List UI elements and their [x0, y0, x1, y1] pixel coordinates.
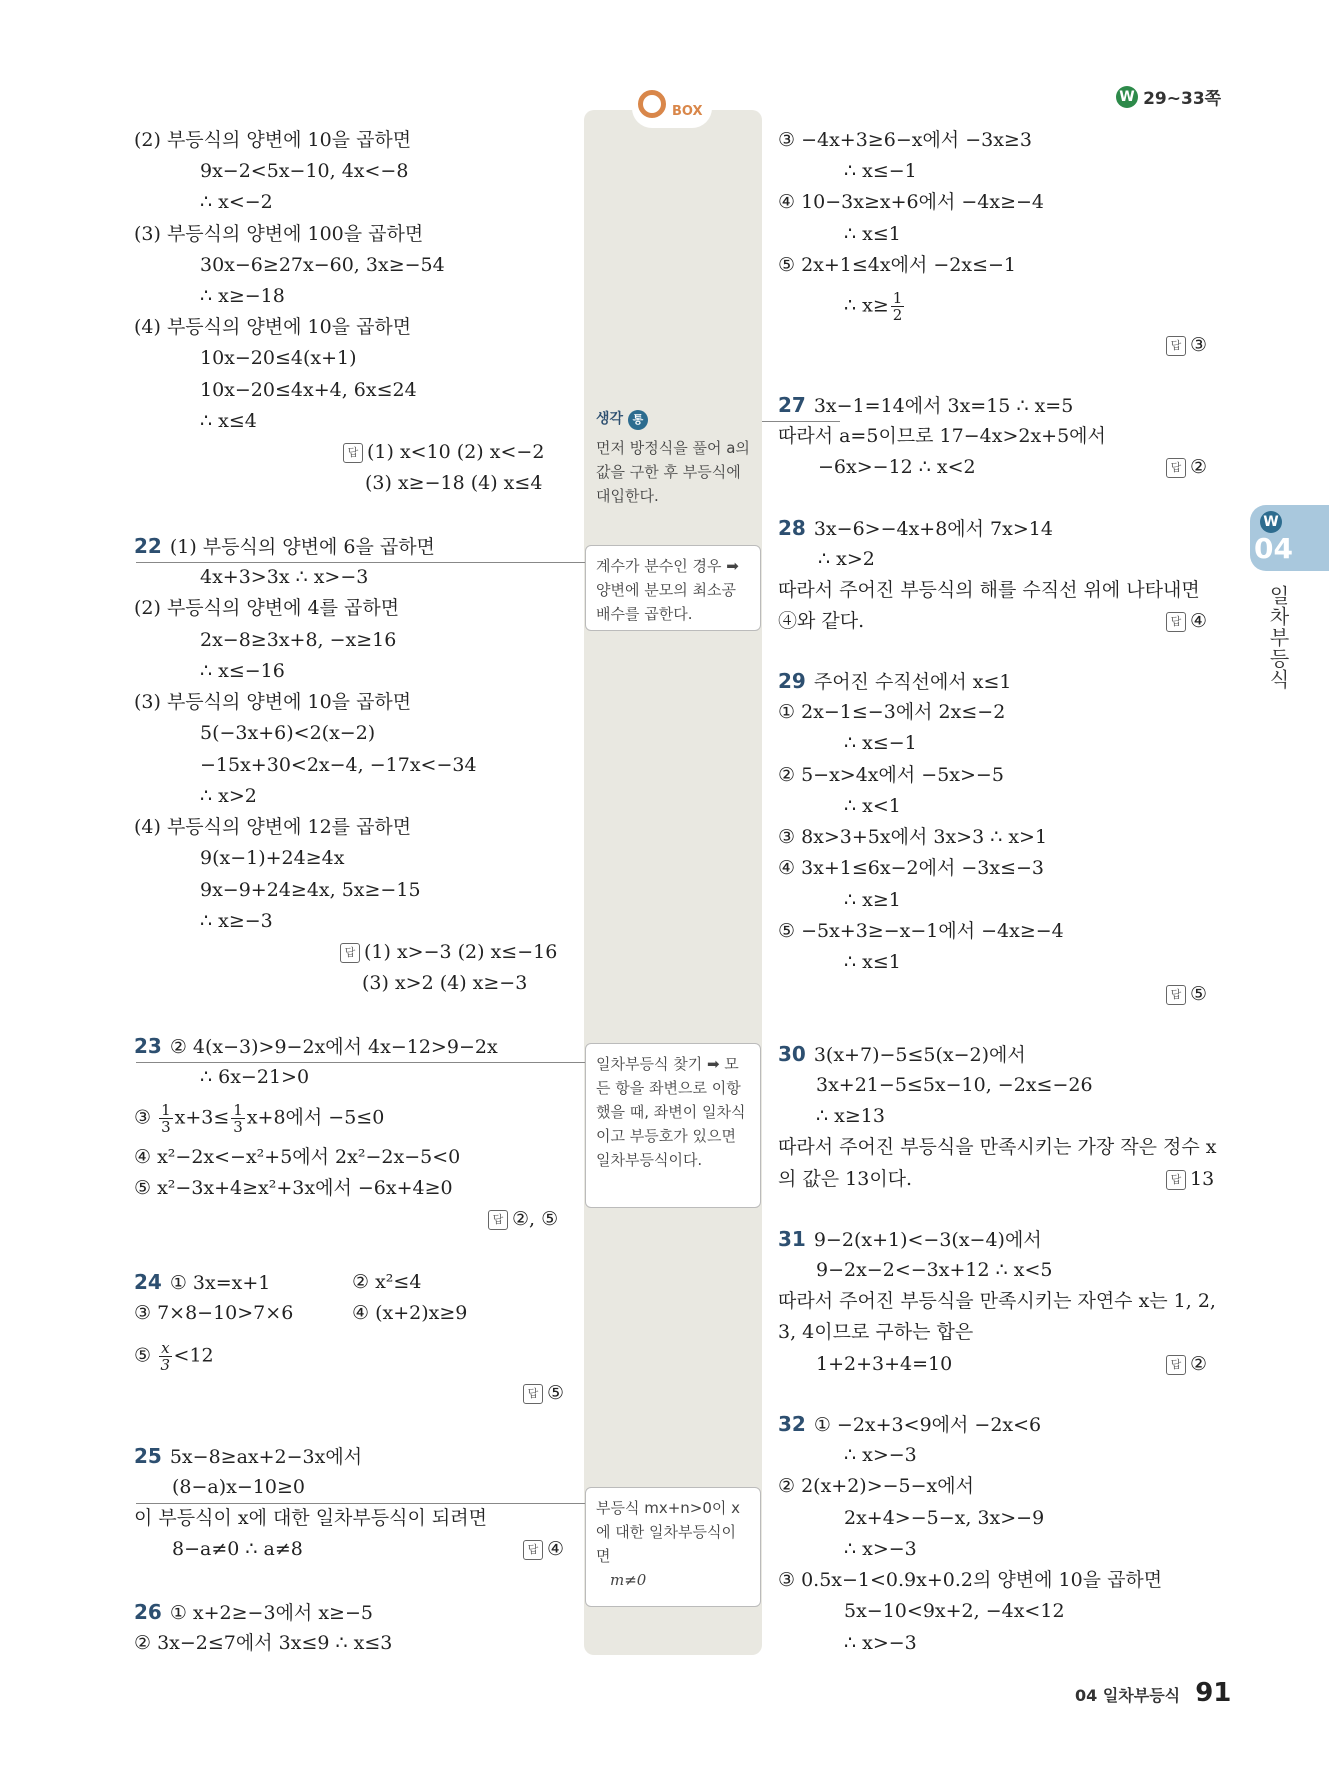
- page-header: [1116, 84, 1221, 109]
- text-line: ④ 10−3x≥x+6에서 −4x≥−4: [778, 191, 1045, 213]
- text-line-fraction: [844, 290, 906, 323]
- numerator: x: [161, 1339, 170, 1357]
- text-line: ③ 7×8−10>7×6: [134, 1302, 294, 1324]
- problem-24: [134, 1269, 270, 1296]
- w-badge-icon: W: [1116, 86, 1138, 108]
- denominator: 3: [161, 1118, 171, 1136]
- text-line: (4) 부등식의 양변에 12를 곱하면: [134, 816, 412, 838]
- text-line: 9−2x−2<−3x+12 ∴ x<5: [816, 1259, 1053, 1281]
- text-line: 30x−6≥27x−60, 3x≥−54: [200, 254, 445, 276]
- numerator: 1: [892, 289, 903, 307]
- problem-number: 29: [778, 669, 806, 693]
- problem-number: 23: [134, 1034, 162, 1058]
- text-line: 9x−2<5x−10, 4x<−8: [200, 160, 409, 182]
- answer-22: [340, 939, 557, 965]
- text-line: 따라서 주어진 부등식을 만족시키는 가장 작은 정수 x: [778, 1136, 1217, 1158]
- condition-text: 부등식 mx+n>0이 x에 대한 일차부등식이면: [596, 1499, 741, 1565]
- answer-31: [1166, 1351, 1207, 1377]
- denominator: 3: [233, 1118, 243, 1136]
- text-line: 10x−20≤4x+4, 6x≤24: [200, 379, 417, 401]
- text-line: 3, 4이므로 구하는 합은: [778, 1321, 974, 1343]
- numerator: 1: [233, 1101, 243, 1119]
- text-line: ∴ x≥13: [816, 1105, 885, 1127]
- text-line: ∴ x<1: [844, 795, 901, 817]
- text-line: 3x−1=14에서 3x=15 ∴ x=5: [813, 395, 1074, 417]
- problem-number: 30: [778, 1042, 806, 1066]
- problem-26: [134, 1599, 373, 1626]
- answer-icon: 답: [340, 943, 360, 963]
- answer-icon: 답: [523, 1540, 543, 1560]
- text-line: ② 5−x>4x에서 −5x>−5: [778, 764, 1004, 786]
- chapter-tab-title: 일차부등식: [1266, 585, 1290, 690]
- chapter-tab-badge-icon: W: [1260, 511, 1282, 533]
- problem-32: [778, 1411, 1041, 1438]
- note-box-fraction: 계수가 분수인 경우 ➡ 양변에 분모의 최소공배수를 곱한다.: [585, 545, 761, 631]
- leader-line-23: [136, 1062, 585, 1063]
- tip-text: 먼저 방정식을 풀어 a의 값을 구한 후 부등식에 대입한다.: [596, 439, 750, 505]
- text-line: ① 3x=x+1: [169, 1272, 271, 1294]
- text-line: (1) 부등식의 양변에 6을 곱하면: [169, 536, 435, 558]
- text-line: 따라서 주어진 부등식을 만족시키는 자연수 x는 1, 2,: [778, 1290, 1216, 1312]
- problem-number: 24: [134, 1270, 162, 1294]
- problem-number: 25: [134, 1444, 162, 1468]
- leader-line-27: [762, 421, 840, 422]
- text-line: 3x+21−5≤5x−10, −2x≤−26: [816, 1074, 1093, 1096]
- text-line: ∴ 6x−21>0: [200, 1066, 310, 1088]
- text-line: ∴ x≤1: [844, 951, 901, 973]
- fraction: [891, 290, 905, 323]
- answer-text: ②, ⑤: [512, 1208, 559, 1230]
- text-line: ∴ x≤−16: [200, 660, 285, 682]
- answer-23: [488, 1206, 558, 1232]
- answer-icon: 답: [1166, 612, 1186, 632]
- text-line: 3(x+7)−5≤5(x−2)에서: [813, 1044, 1026, 1066]
- qbox-label: BOX: [672, 104, 703, 119]
- text-line: ③ 8x>3+5x에서 3x>3 ∴ x>1: [778, 826, 1048, 848]
- q-logo-icon: [638, 90, 666, 118]
- text-line: 8−a≠0 ∴ a≠8: [172, 1538, 303, 1560]
- text-line: ∴ x>−3: [844, 1632, 917, 1654]
- answer-28: [1166, 608, 1207, 634]
- answer-text: ⑤: [547, 1382, 565, 1404]
- answer-icon: 답: [1166, 1355, 1186, 1375]
- condition-formula: m≠0: [610, 1571, 647, 1589]
- answer-25: [523, 1536, 564, 1562]
- text-line: (2) 부등식의 양변에 10을 곱하면: [134, 129, 412, 151]
- problem-27: [778, 392, 1073, 419]
- answer-text: ④: [547, 1538, 565, 1560]
- text-part: ⑤: [134, 1344, 158, 1367]
- footer-chapter: 04 일차부등식: [1075, 1686, 1181, 1705]
- leader-line-25: [136, 1503, 585, 1504]
- problem-number: 31: [778, 1227, 806, 1251]
- answer-27: [1166, 454, 1207, 480]
- problem-28: [778, 515, 1053, 542]
- fraction: [159, 1102, 173, 1135]
- page-range: 29~33쪽: [1143, 89, 1222, 109]
- answer-icon: 답: [1166, 336, 1186, 356]
- answer-icon: 답: [1166, 458, 1186, 478]
- answer-21-b: (3) x≥−18 (4) x≤4: [365, 472, 543, 494]
- text-line: (2) 부등식의 양변에 4를 곱하면: [134, 597, 400, 619]
- text-line: ② x²≤4: [352, 1271, 422, 1293]
- answer-icon: 답: [1166, 985, 1186, 1005]
- answer-icon: 답: [1166, 1170, 1186, 1190]
- text-line: ① 2x−1≤−3에서 2x≤−2: [778, 701, 1006, 723]
- text-line: ⑤ x²−3x+4≥x²+3x에서 −6x+4≥0: [134, 1177, 453, 1199]
- denominator: 2: [892, 306, 903, 324]
- fraction: [231, 1102, 245, 1135]
- text-line: ∴ x≤4: [200, 410, 257, 432]
- note-box-linear: 일차부등식 찾기 ➡ 모든 항을 좌변으로 이항했을 때, 좌변이 일차식이고 부등호가 있으면 일차부등식이다.: [585, 1043, 761, 1208]
- text-line: 따라서 주어진 부등식의 해를 수직선 위에 나타내면: [778, 579, 1200, 601]
- text-line-fraction: [134, 1102, 384, 1135]
- text-line: 2x−8≥3x+8, −x≥16: [200, 629, 397, 651]
- text-line: 5(−3x+6)<2(x−2): [200, 722, 376, 744]
- text-line: 4x+3>3x ∴ x>−3: [200, 566, 369, 588]
- text-line: ④ 3x+1≤6x−2에서 −3x≤−3: [778, 857, 1045, 879]
- text-line: ∴ x>2: [818, 548, 875, 570]
- answer-text: ②: [1190, 1353, 1208, 1375]
- text-line: ∴ x≥1: [844, 889, 901, 911]
- text-line: (4) 부등식의 양변에 10을 곱하면: [134, 316, 412, 338]
- text-line: (3) 부등식의 양변에 100을 곱하면: [134, 223, 424, 245]
- text-line: 5x−10<9x+2, −4x<12: [844, 1600, 1065, 1622]
- problem-30: [778, 1041, 1026, 1068]
- answer-text: ⑤: [1190, 983, 1208, 1005]
- text-line: ③ −4x+3≥6−x에서 −3x≥3: [778, 129, 1032, 151]
- denominator: 3: [160, 1356, 171, 1374]
- text-line: 9(x−1)+24≥4x: [200, 847, 345, 869]
- text-line: ∴ x<−2: [200, 191, 273, 213]
- text-line: −15x+30<2x−4, −17x<−34: [200, 754, 477, 776]
- text-line: ∴ x≥−3: [200, 910, 273, 932]
- text-line: 따라서 a=5이므로 17−4x>2x+5에서: [778, 425, 1106, 447]
- problem-number: 28: [778, 516, 806, 540]
- text-line: 9x−9+24≥4x, 5x≥−15: [200, 879, 421, 901]
- text-line: ∴ x>2: [200, 785, 257, 807]
- problem-22: [134, 533, 435, 560]
- problem-number: 32: [778, 1412, 806, 1436]
- problem-23: [134, 1033, 498, 1060]
- text-line: ⑤ 2x+1≤4x에서 −2x≤−1: [778, 254, 1017, 276]
- page-footer: [1075, 1678, 1231, 1708]
- problem-29: [778, 668, 1011, 695]
- answer-text: ③: [1190, 334, 1208, 356]
- text-part: <12: [173, 1344, 214, 1367]
- problem-25: [134, 1443, 362, 1470]
- tip-title: 생각: [596, 411, 624, 427]
- answer-26: [1166, 332, 1207, 358]
- answer-text: (1) x<10 (2) x<−2: [367, 441, 545, 463]
- text-part: ∴ x≥: [844, 294, 889, 317]
- text-line: ③ 0.5x−1<0.9x+0.2의 양변에 10을 곱하면: [778, 1569, 1163, 1591]
- text-part: x+8에서 −5≤0: [246, 1106, 385, 1129]
- text-line: ∴ x≥−18: [200, 285, 285, 307]
- answer-icon: 답: [343, 443, 363, 463]
- text-part: ③: [134, 1106, 158, 1129]
- text-line: 10x−20≤4(x+1): [200, 347, 357, 369]
- text-line: (8−a)x−10≥0: [172, 1476, 305, 1498]
- text-line: 2x+4>−5−x, 3x>−9: [844, 1507, 1045, 1529]
- text-line: 9−2(x+1)<−3(x−4)에서: [813, 1229, 1042, 1251]
- text-line: ⑤ −5x+3≥−x−1에서 −4x≥−4: [778, 920, 1064, 942]
- chapter-tab-number: 04: [1254, 532, 1293, 565]
- answer-22-b: (3) x>2 (4) x≥−3: [362, 972, 528, 994]
- text-line: ④ (x+2)x≥9: [352, 1302, 468, 1324]
- text-line: ④ x²−2x<−x²+5에서 2x²−2x−5<0: [134, 1146, 461, 1168]
- answer-29: [1166, 981, 1207, 1007]
- problem-31: [778, 1226, 1042, 1253]
- answer-text: 13: [1190, 1168, 1215, 1190]
- problem-number: 26: [134, 1600, 162, 1624]
- qbox-logo: [632, 88, 712, 128]
- text-line: ④와 같다.: [778, 610, 865, 632]
- problem-number: 27: [778, 393, 806, 417]
- numerator: 1: [161, 1101, 171, 1119]
- text-line: ② 4(x−3)>9−2x에서 4x−12>9−2x: [169, 1036, 498, 1058]
- text-line-fraction: [134, 1340, 214, 1373]
- text-line: 5x−8≥ax+2−3x에서: [169, 1446, 363, 1468]
- problem-number: 22: [134, 534, 162, 558]
- answer-text: (1) x>−3 (2) x≤−16: [364, 941, 558, 963]
- text-line: ② 3x−2≤7에서 3x≤9 ∴ x≤3: [134, 1632, 393, 1654]
- answer-30: [1166, 1166, 1214, 1192]
- text-line: ① −2x+3<9에서 −2x<6: [813, 1414, 1042, 1436]
- text-line: ∴ x≤−1: [844, 732, 917, 754]
- page-number: 91: [1195, 1678, 1232, 1708]
- answer-icon: 답: [488, 1210, 508, 1230]
- tip-badge: 통: [628, 410, 648, 430]
- text-line: (3) 부등식의 양변에 10을 곱하면: [134, 691, 412, 713]
- leader-line-22: [136, 562, 585, 563]
- fraction: [159, 1340, 171, 1373]
- text-line: −6x>−12 ∴ x<2: [818, 456, 976, 478]
- side-note-column: [584, 110, 762, 1655]
- text-line: 주어진 수직선에서 x≤1: [813, 671, 1012, 693]
- text-line: 1+2+3+4=10: [816, 1353, 953, 1375]
- text-line: ∴ x>−3: [844, 1538, 917, 1560]
- text-part: x+3≤: [174, 1106, 230, 1129]
- answer-24: [523, 1380, 564, 1406]
- text-line: ∴ x≤1: [844, 223, 901, 245]
- text-line: ② 2(x+2)>−5−x에서: [778, 1475, 974, 1497]
- answer-icon: 답: [523, 1384, 543, 1404]
- text-line: ① x+2≥−3에서 x≥−5: [169, 1602, 373, 1624]
- answer-text: ④: [1190, 610, 1208, 632]
- text-line: ∴ x>−3: [844, 1444, 917, 1466]
- answer-21: [343, 439, 544, 465]
- text-line: ∴ x≤−1: [844, 160, 917, 182]
- text-line: 3x−6>−4x+8에서 7x>14: [813, 518, 1053, 540]
- text-line: 이 부등식이 x에 대한 일차부등식이 되려면: [134, 1507, 487, 1529]
- answer-text: ②: [1190, 456, 1208, 478]
- tip-heading: [596, 408, 648, 430]
- text-line: 의 값은 13이다.: [778, 1168, 913, 1190]
- note-box-condition: [585, 1487, 761, 1607]
